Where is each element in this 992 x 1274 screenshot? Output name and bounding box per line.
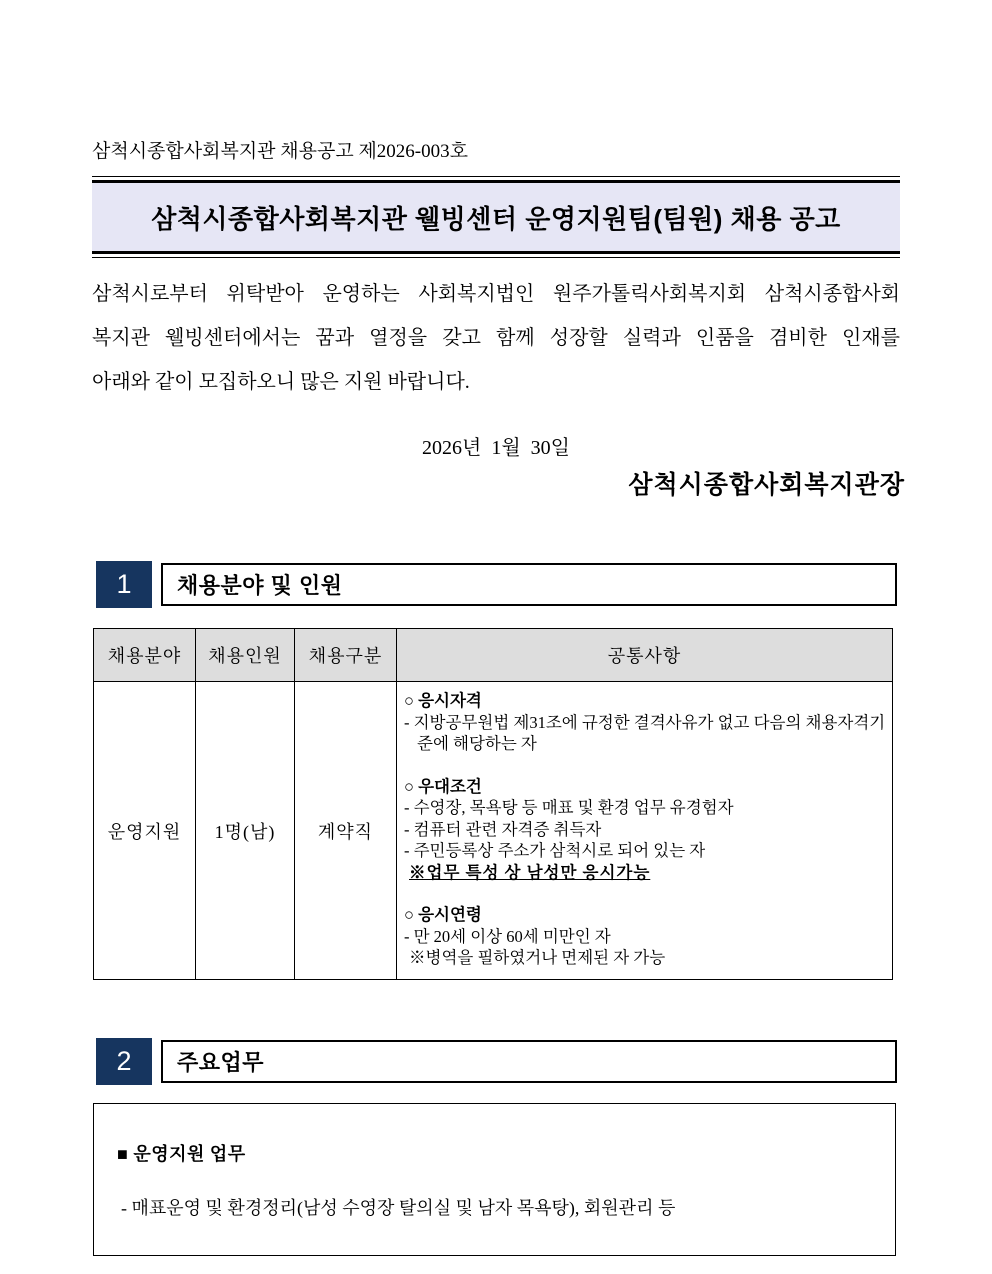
preference-line: - 컴퓨터 관련 자격증 취득자: [404, 819, 602, 839]
intro-paragraph: [92, 272, 900, 404]
cell-type: 계약직: [295, 682, 397, 980]
col-header-type: 채용구분: [295, 629, 397, 682]
section-number-badge: 1: [96, 561, 152, 608]
table-header-row: [94, 629, 893, 682]
intro-line: 삼척시로부터 위탁받아 운영하는 사회복지법인 원주가톨릭사회복지회 삼척시종합사회: [92, 283, 900, 305]
section-header-2: [96, 1037, 897, 1085]
male-only-note: ※업무 특성 상 남성만 응시가능: [409, 862, 651, 882]
spacer: [404, 755, 888, 776]
preference-heading: ○ 우대조건: [404, 776, 482, 796]
section-title: 주요업무: [161, 1040, 897, 1083]
cell-field: 운영지원: [94, 682, 196, 980]
cell-count: 1명(남): [196, 682, 295, 980]
intro-line: 아래와 같이 모집하오니 많은 지원 바랍니다.: [92, 371, 470, 393]
requirement-heading: ○ 응시자격: [404, 691, 482, 710]
spacer: [404, 883, 888, 904]
col-header-common: 공통사항: [397, 629, 893, 682]
requirement-line: 준에 해당하는 자: [417, 734, 537, 753]
date-line: 2026년 1월 30일: [422, 437, 570, 459]
duties-heading: ■ 운영지원 업무: [117, 1144, 246, 1164]
col-header-count: 채용인원: [196, 629, 295, 682]
duties-box: [93, 1103, 896, 1256]
doc-number: 삼척시종합사회복지관 채용공고 제2026-003호: [92, 141, 468, 162]
cell-common-requirements: [397, 682, 893, 980]
section-header-1: [96, 560, 897, 608]
table-row: [94, 682, 893, 980]
requirement-line: - 지방공무원법 제31조에 규정한 결격사유가 없고 다음의 채용자격기: [404, 712, 886, 732]
banner-bottom-rule: [92, 251, 900, 258]
intro-line: 복지관 웰빙센터에서는 꿈과 열정을 갖고 함께 성장할 실력과 인품을 겸비한 인재를: [92, 327, 900, 349]
preference-line: - 주민등록상 주소가 삼척시로 되어 있는 자: [404, 841, 706, 860]
military-note: ※병역을 필하였거나 면제된 자 가능: [409, 948, 666, 967]
signature: 삼척시종합사회복지관장: [628, 472, 905, 499]
age-line: - 만 20세 이상 60세 미만인 자: [404, 926, 611, 946]
section-number-badge: 2: [96, 1038, 152, 1085]
age-heading: ○ 응시연령: [404, 905, 482, 924]
section-title: 채용분야 및 인원: [161, 563, 897, 606]
preference-line: - 수영장, 목욕탕 등 매표 및 환경 업무 유경험자: [404, 798, 734, 817]
col-header-field: 채용분야: [94, 629, 196, 682]
duties-item: - 매표운영 및 환경정리(남성 수영장 탈의실 및 남자 목욕탕), 회원관리 등: [121, 1198, 676, 1218]
title-banner: [92, 176, 900, 258]
banner-top-rule: [92, 176, 900, 183]
recruit-table: [93, 628, 893, 980]
page-title: 삼척시종합사회복지관 웰빙센터 운영지원팀(팀원) 채용 공고: [92, 183, 900, 251]
